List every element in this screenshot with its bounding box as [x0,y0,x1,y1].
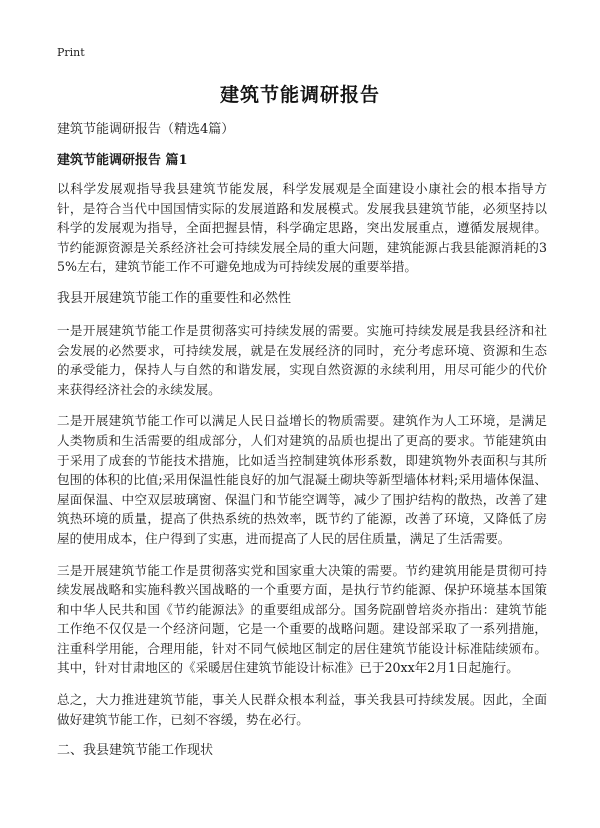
paragraph-point-two: 二是开展建筑节能工作可以满足人民日益增长的物质需要。建筑作为人工环境，是满足人类物质和生活需要的组成部分，人们对建筑的品质也提出了更高的要求。节能建筑由于采用了成套的节能技术措施，比如适当控制建筑体形系数，即建筑物外表面积与其所包围的体积的比值;采用保温性能良好的加气混凝土砌块等新型墙体材料;采用墙体保温、屋面保温、中空双层玻璃窗、保温门和节能空调等，减少了围护结构的散热，改善了建筑热环境的质量，提高了供热系统的热效率，既节约了能源，改善了环境，又降低了房屋的使用成本，住户得到了实惠，进而提高了人民的居住质量，满足了生活需要。 [57,413,547,546]
document-title: 建筑节能调研报告 [219,84,380,106]
paragraph-subheading: 我县开展建筑节能工作的重要性和必然性 [57,290,292,306]
document-body [57,120,547,773]
section-heading: 二、我县建筑节能工作现状 [57,743,214,759]
article-heading: 建筑节能调研报告 篇1 [57,153,188,168]
print-label: Print [57,46,85,59]
paragraph-point-one: 一是开展建筑节能工作是贯彻落实可持续发展的需要。实施可持续发展是我县经济和社会发展的必然要求，可持续发展，就是在发展经济的同时，充分考虑环境、资源和生态的承受能力，保持人与自然的和谐发展，实现自然资源的永续利用，用尽可能少的代价来获得经济社会的永续发展。 [57,322,547,397]
paragraph-summary: 总之，大力推进建筑节能，事关人民群众根本利益，事关我县可持续发展。因此，全面做好建筑节能工作，已刻不容缓，势在必行。 [57,692,547,727]
document-subtitle: 建筑节能调研报告（精选4篇） [57,122,235,137]
paragraph-point-three: 三是开展建筑节能工作是贯彻落实党和国家重大决策的需要。节约建筑用能是贯彻可持续发展战略和实施科教兴国战略的一个重要方面，是执行节约能源、保护环境基本国策和中华人民共和国《节约能源法》的重要组成部分。国务院副曾培炎亦指出：建筑节能工作绝不仅仅是一个经济问题，它是一个重要的战略问题。建设部采取了一系列措施，注重科学用能，合理用能，针对不同气候地区制定的居住建筑节能设计标准陆续颁布。其中，针对甘肃地区的《采暖居住建筑节能设计标准》已于20xx年2月1日起施行。 [57,562,547,676]
paragraph-intro: 以科学发展观指导我县建筑节能发展，科学发展观是全面建设小康社会的根本指导方针，是符合当代中国国情实际的发展道路和发展模式。发展我县建筑节能，必须坚持以科学的发展观为指导，全面把握县情，科学确定思路，突出发展重点，遵循发展规律。节约能源资源是关系经济社会可持续发展全局的重大问题，建筑能源占我县能源消耗的35%左右，建筑节能工作不可避免地成为可持续发展的重要举措。 [57,181,547,275]
